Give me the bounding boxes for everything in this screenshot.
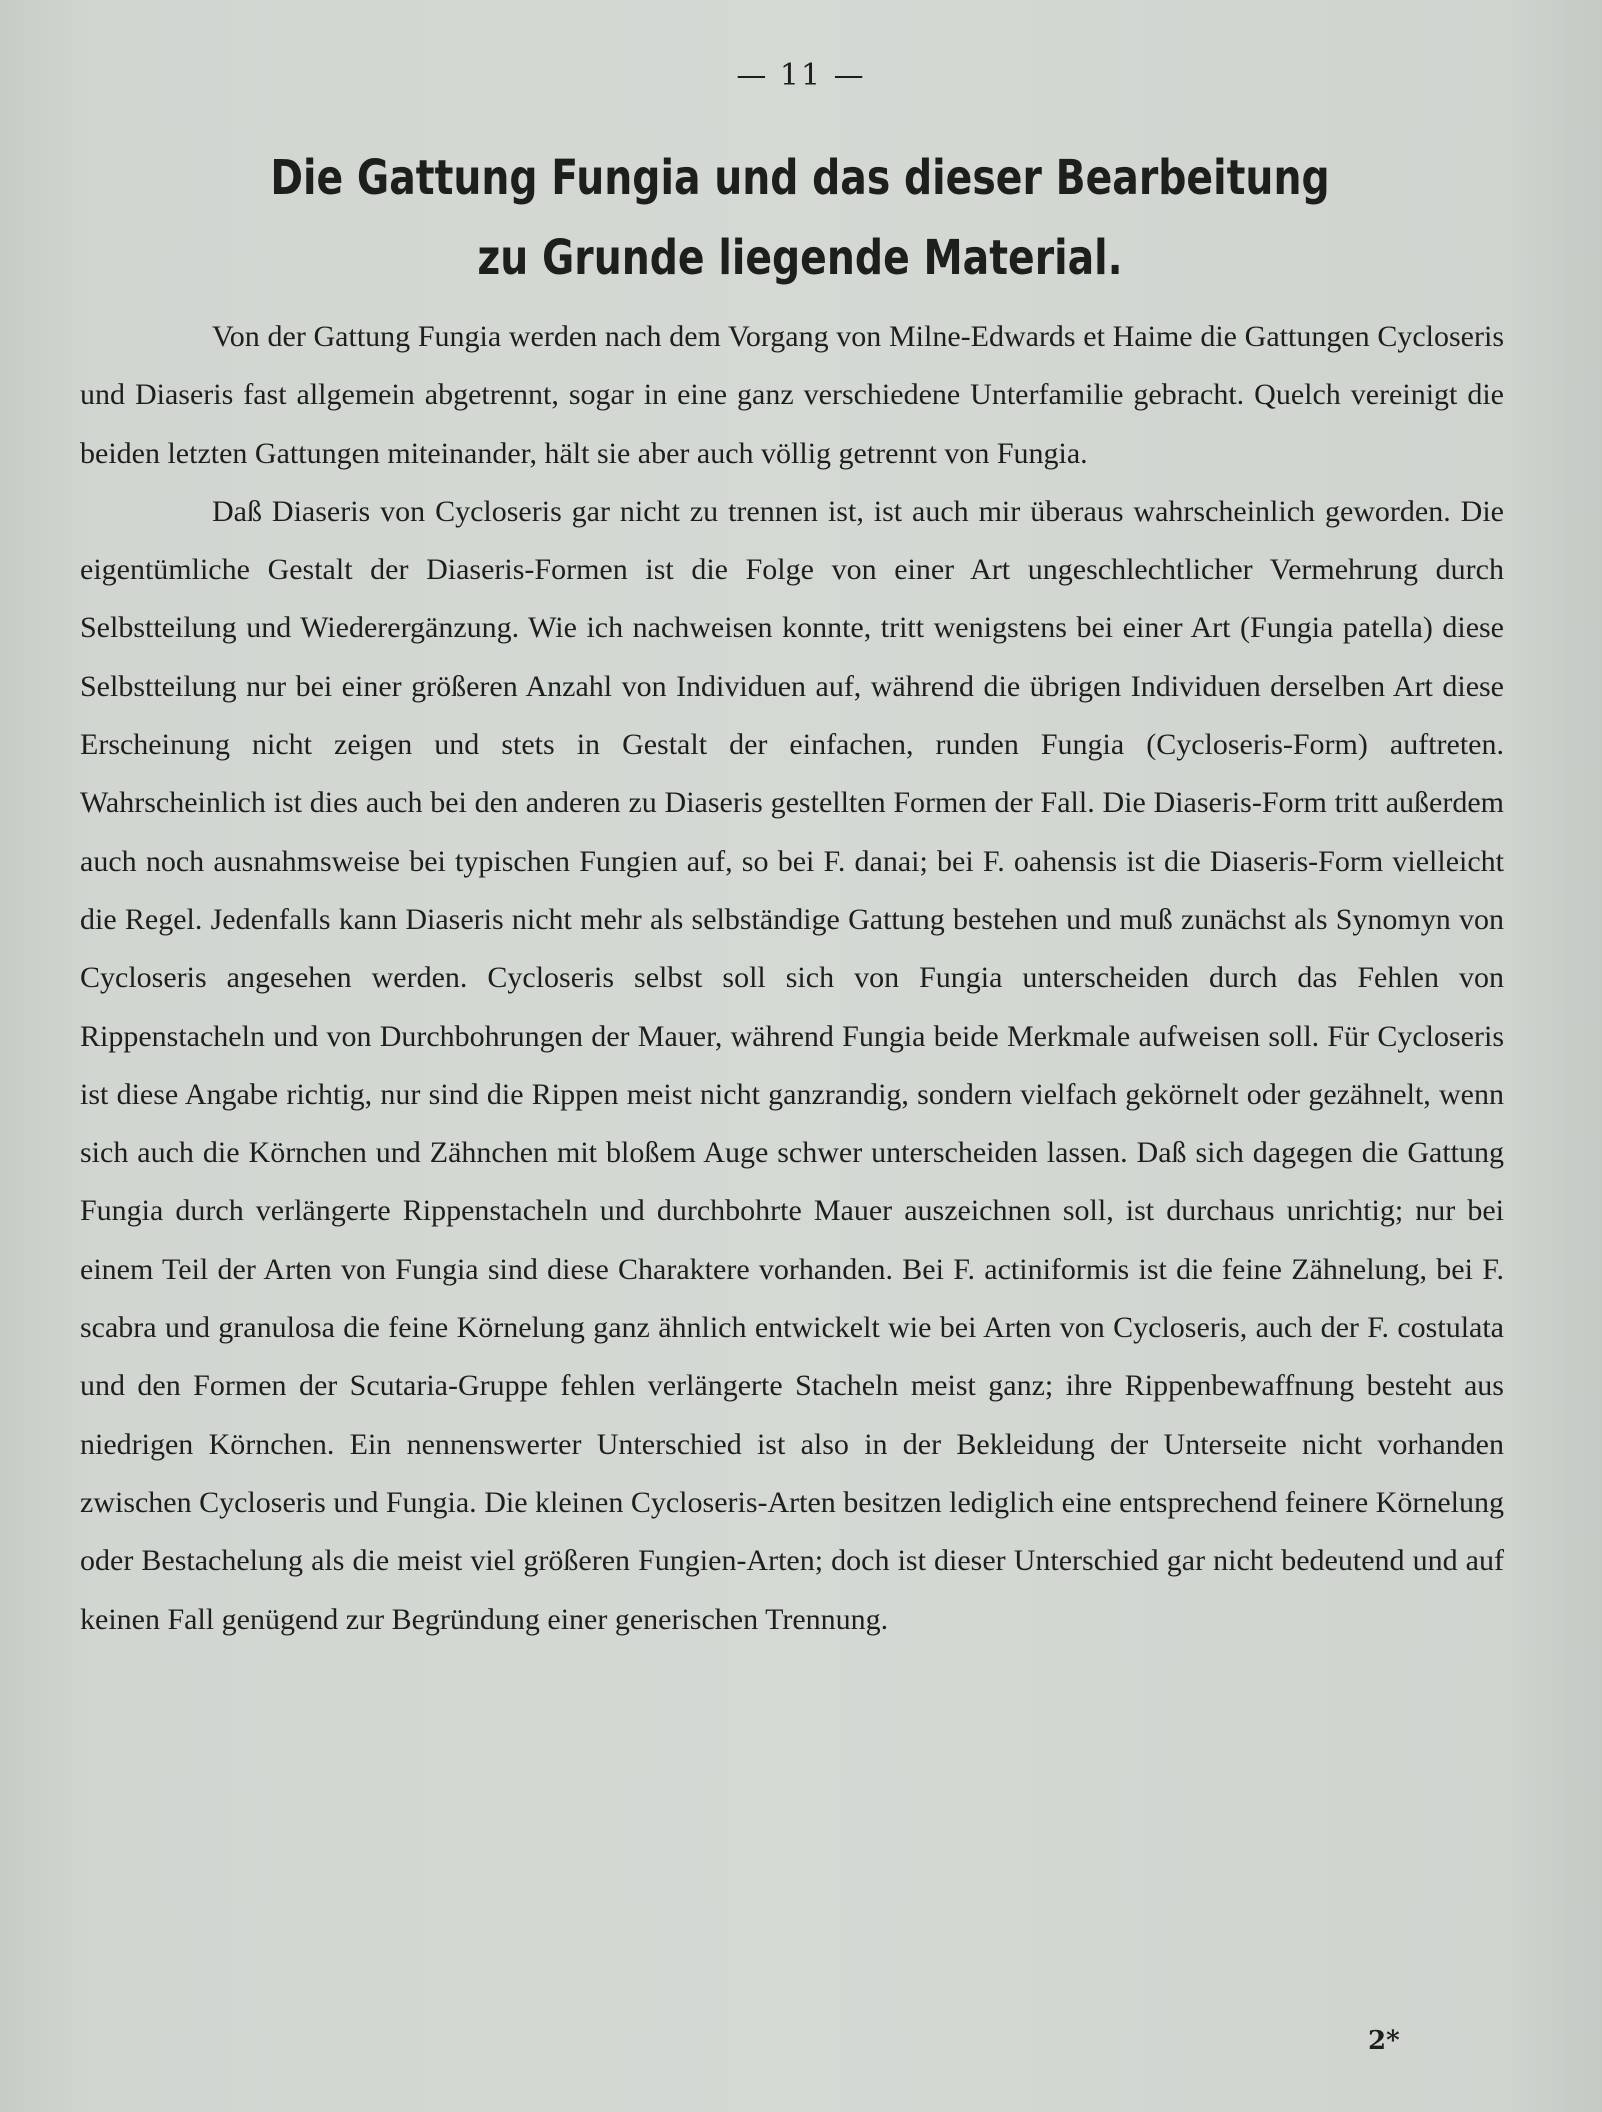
chapter-title <box>267 138 1333 298</box>
printer-signature-mark: 2* <box>1368 2026 1400 2056</box>
title-line-1: Die Gattung Fungia und das dieser Bearbeitung <box>270 150 1330 206</box>
page-number: — 11 — <box>736 58 866 93</box>
paragraph-2: Daß Diaseris von Cycloseris gar nicht zu trennen ist, ist auch mir überaus wahrscheinlich geworden. Die eigentümliche Gestalt der Diaseris-Formen ist die Folge von einer Art ungeschlechtlicher Vermehrung durch Selbstteilung und Wiederergänzung. Wie ich nachweisen konnte, tritt wenigstens bei einer Art (Fungia patella) diese Selbstteilung nur bei einer größeren Anzahl von Individuen auf, während die übrigen Individuen derselben Art diese Erscheinung nicht zeigen und stets in Gestalt der einfachen, runden Fungia (Cycloseris-Form) auftreten. Wahrscheinlich ist dies auch bei den anderen zu Diaseris gestellten Formen der Fall. Die Diaseris-Form tritt außerdem auch noch ausnahmsweise bei typischen Fungien auf, so bei F. danai; bei F. oahensis ist die Diaseris-Form vielleicht die Regel. Jedenfalls kann Diaseris nicht mehr als selbständige Gattung bestehen und muß zunächst als Synomyn von Cycloseris angesehen werden. Cycloseris selbst soll sich von Fungia unterscheiden durch das Fehlen von Rippenstacheln und von Durchbohrungen der Mauer, während Fungia beide Merkmale aufweisen soll. Für Cycloseris ist diese Angabe richtig, nur sind die Rippen meist nicht ganzrandig, sondern vielfach gekörnelt oder gezähnelt, wenn sich auch die Körnchen und Zähnchen mit bloßem Auge schwer unterscheiden lassen. Daß sich dagegen die Gattung Fungia durch verlängerte Rippenstacheln und durchbohrte Mauer auszeichnen soll, ist durchaus unrichtig; nur bei einem Teil der Arten von Fungia sind diese Charaktere vorhanden. Bei F. actiniformis ist die feine Zähnelung, bei F. scabra und granulosa die feine Körnelung ganz ähnlich entwickelt wie bei Arten von Cycloseris, auch der F. costulata und den Formen der Scutaria-Gruppe fehlen verlängerte Stacheln meist ganz; ihre Rippenbewaffnung besteht aus niedrigen Körnchen. Ein nennenswerter Unterschied ist also in der Bekleidung der Unterseite nicht vorhanden zwischen Cycloseris und Fungia. Die kleinen Cycloseris-Arten besitzen lediglich eine entsprechend feinere Körnelung oder Bestachelung als die meist viel größeren Fungien-Arten; doch ist dieser Unterschied gar nicht bedeutend und auf keinen Fall genügend zur Begründung einer generischen Trennung. <box>80 494 1504 1636</box>
body-text <box>80 308 1504 1649</box>
paragraph-1: Von der Gattung Fungia werden nach dem Vorgang von Milne-Edwards et Haime die Gattungen Cycloseris und Diaseris fast allgemein abgetrennt, sogar in eine ganz verschiedene Unterfamilie gebracht. Quelch vereinigt die beiden letzten Gattungen miteinander, hält sie aber auch völlig getrennt von Fungia. <box>80 320 1504 470</box>
title-line-2: zu Grunde liegende Material. <box>477 230 1123 286</box>
